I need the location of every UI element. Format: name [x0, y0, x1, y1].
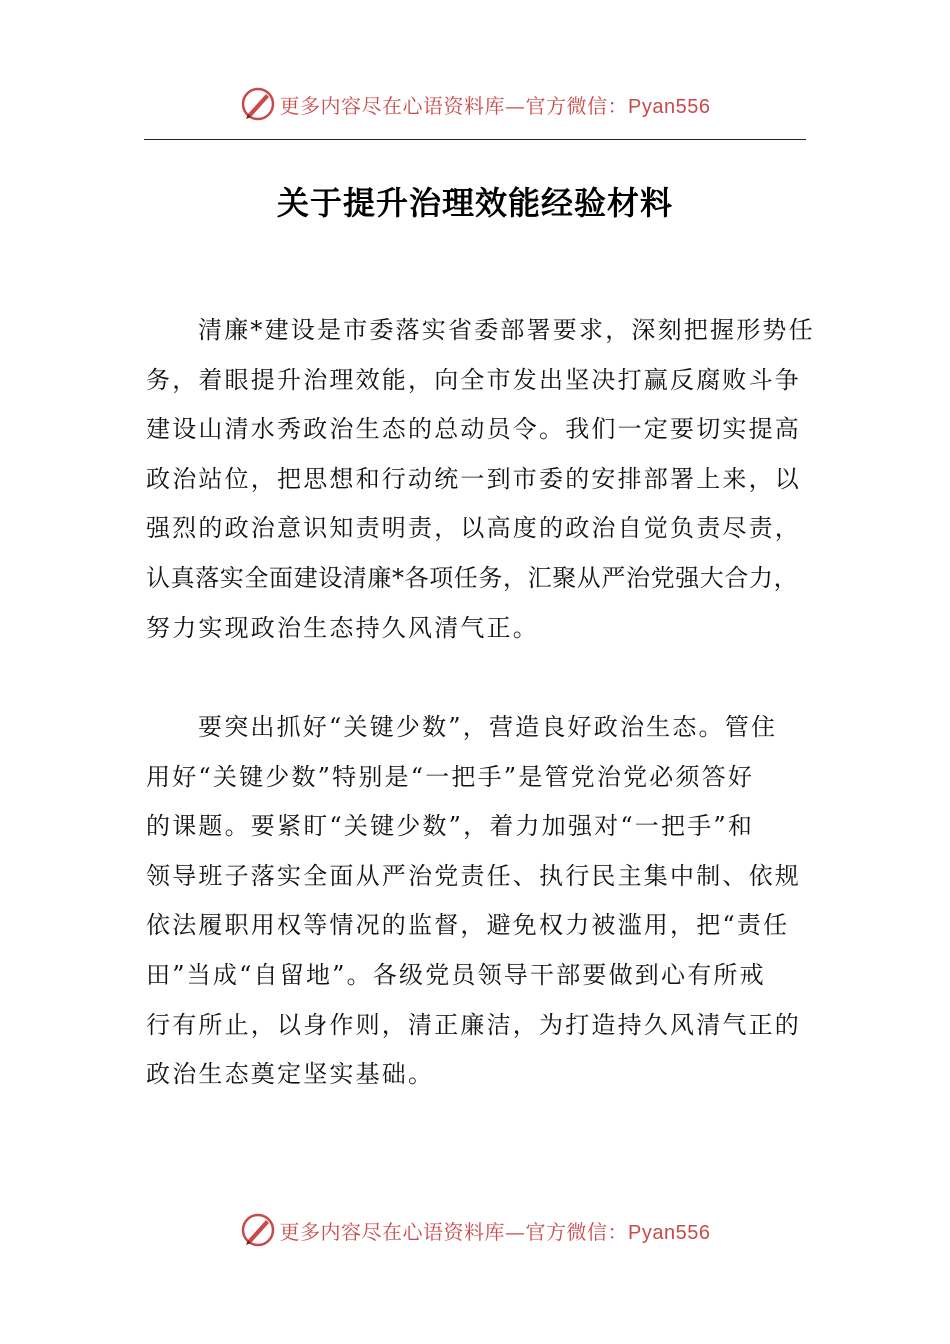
paragraph-1	[146, 306, 826, 653]
footer-banner	[0, 1210, 950, 1250]
paragraph-line: 认真落实全面建设清廉*各项任务，汇聚从严治党强大合力，	[146, 563, 799, 592]
paragraph-line: 的课题。要紧盯“关键少数”，着力加强对“一把手”和	[146, 812, 755, 841]
paragraph-line: 建设山清水秀政治生态的总动员令。我们一定要切实提高	[146, 415, 801, 444]
paragraph-line: 田”当成“自留地”。各级党员领导干部要做到心有所戒	[146, 960, 766, 989]
pen-logo-icon	[240, 86, 276, 122]
paragraph-2	[146, 703, 826, 1100]
paragraph-line: 努力实现政治生态持久风清气正。	[146, 613, 539, 642]
paragraph-line: 依法履职用权等情况的监督，避免权力被滥用，把“责任	[146, 911, 790, 940]
paragraph-line: 领导班子落实全面从严治党责任、执行民主集中制、依规	[146, 861, 801, 890]
paragraph-line: 务，着眼提升治理效能，向全市发出坚决打赢反腐败斗争	[146, 365, 801, 394]
header-divider	[144, 139, 806, 140]
paragraph-line: 清廉*建设是市委落实省委部署要求，深刻把握形势任	[198, 316, 815, 344]
document-title: 关于提升治理效能经验材料	[276, 184, 673, 222]
banner-text: 更多内容尽在心语资料库—官方微信：Pyan556	[279, 1219, 711, 1244]
paragraph-line: 要突出抓好“关键少数”，营造良好政治生态。管住	[198, 713, 778, 741]
banner-text: 更多内容尽在心语资料库—官方微信：Pyan556	[279, 93, 711, 118]
paragraph-line: 政治生态奠定坚实基础。	[146, 1060, 435, 1089]
paragraph-line: 行有所止，以身作则，清正廉洁，为打造持久风清气正的	[146, 1010, 801, 1039]
header-banner	[0, 84, 950, 124]
paragraph-line: 政治站位，把思想和行动统一到市委的安排部署上来，以	[146, 464, 801, 493]
paragraph-line: 用好“关键少数”特别是“一把手”是管党治党必须答好	[146, 762, 755, 791]
paragraph-line: 强烈的政治意识知责明责，以高度的政治自觉负责尽责，	[146, 514, 801, 543]
pen-logo-icon	[240, 1212, 276, 1248]
